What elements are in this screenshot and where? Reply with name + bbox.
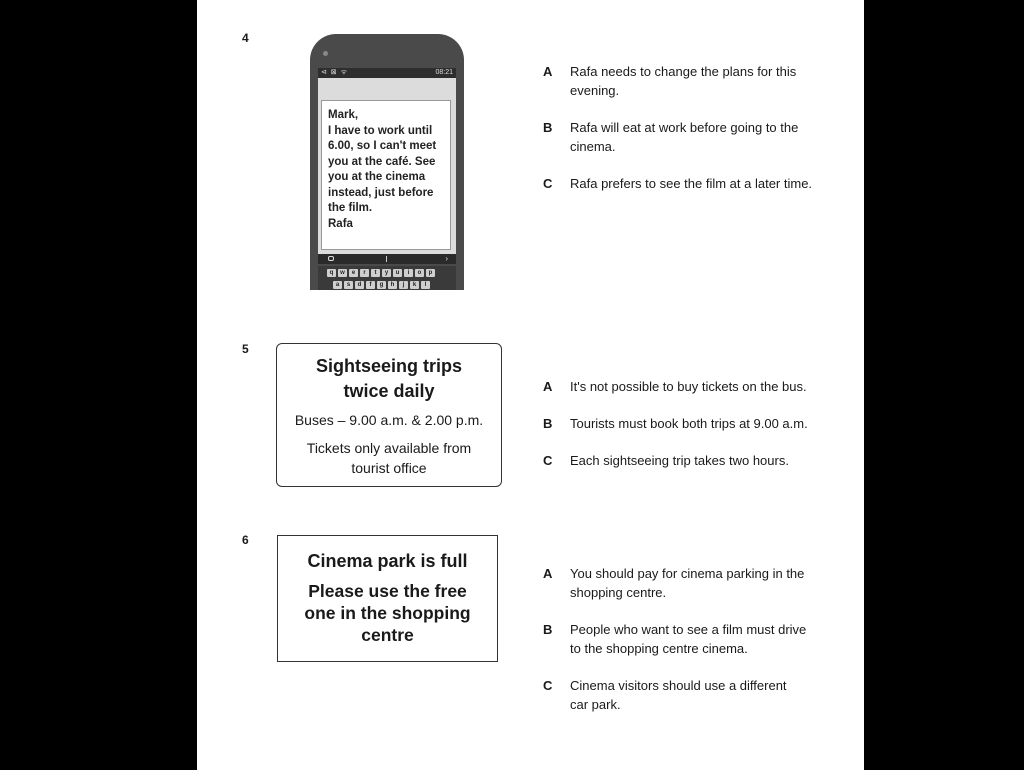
sign-line: one in the shopping	[304, 603, 471, 623]
option-c	[543, 676, 803, 714]
option-c	[543, 451, 843, 470]
phone-screen	[318, 78, 456, 254]
chevron-right-icon: ›	[445, 254, 448, 263]
key: f	[366, 281, 375, 289]
key: j	[399, 281, 408, 289]
message-line: I have to work until	[328, 124, 433, 137]
option-a	[543, 62, 818, 100]
option-letter: C	[543, 453, 553, 468]
option-text: You should pay for cinema parking in the shopping centre.	[570, 566, 805, 600]
message-line: Rafa	[328, 217, 353, 230]
keyboard-row	[327, 269, 435, 277]
option-letter: A	[543, 379, 553, 394]
sign-line: tourist office	[351, 460, 427, 476]
option-letter: B	[543, 622, 553, 637]
keyboard-row	[333, 281, 430, 289]
status-time: 08:21	[435, 69, 453, 76]
exam-page	[197, 0, 864, 770]
message-line: 6.00, so I can't meet	[328, 140, 437, 152]
option-text: Cinema visitors should use a different car park.	[570, 678, 787, 712]
question-number: 6	[242, 533, 249, 547]
message-line: Mark,	[328, 109, 359, 121]
key: o	[415, 269, 424, 277]
option-text: Each sightseeing trip takes two hours.	[570, 453, 789, 468]
option-letter: B	[543, 416, 553, 431]
option-text: Tourists must book both trips at 9.00 a.m.	[570, 416, 808, 431]
sign-line: Buses – 9.00 a.m. & 2.00 p.m.	[294, 412, 484, 428]
option-b	[543, 118, 818, 156]
option-b	[543, 414, 843, 433]
key: l	[421, 281, 430, 289]
key: r	[360, 269, 369, 277]
phone-toolbar	[318, 254, 456, 264]
phone-camera-icon	[323, 51, 328, 56]
key: e	[349, 269, 358, 277]
key: g	[377, 281, 386, 289]
option-text: Rafa will eat at work before going to the cinema.	[570, 120, 799, 154]
phone-status-bar	[318, 68, 456, 78]
key: u	[393, 269, 402, 277]
sign-title: Sightseeing trips	[315, 356, 463, 376]
option-b	[543, 620, 818, 658]
key: d	[355, 281, 364, 289]
key: a	[333, 281, 342, 289]
camera-icon	[328, 256, 334, 261]
text-message	[321, 100, 451, 250]
phone-illustration	[310, 34, 464, 290]
option-text: It's not possible to buy tickets on the bus.	[570, 379, 807, 394]
option-letter: A	[543, 566, 553, 581]
message-line: the film.	[328, 202, 373, 214]
option-letter: C	[543, 678, 553, 693]
key: t	[371, 269, 380, 277]
option-letter: C	[543, 176, 553, 191]
option-letter: A	[543, 64, 553, 79]
option-text: Rafa prefers to see the film at a later time.	[570, 176, 813, 191]
key: s	[344, 281, 353, 289]
message-line: you at the café. See	[328, 155, 436, 168]
question-number: 5	[242, 342, 249, 356]
key: i	[404, 269, 413, 277]
sign-heading: Cinema park is full	[307, 551, 468, 571]
option-a	[543, 564, 818, 602]
toolbar-divider	[386, 256, 387, 262]
key: p	[426, 269, 435, 277]
option-text: Rafa needs to change the plans for this evening.	[570, 64, 797, 98]
question-number: 4	[242, 31, 249, 45]
option-letter: B	[543, 120, 553, 135]
key: y	[382, 269, 391, 277]
option-c	[543, 174, 843, 193]
key: q	[327, 269, 336, 277]
key: k	[410, 281, 419, 289]
cinema-park-sign	[277, 535, 498, 662]
sign-line: centre	[361, 625, 414, 645]
sign-line: Please use the free	[308, 581, 467, 601]
sign-line: Tickets only available from	[306, 440, 472, 456]
sign-title: twice daily	[343, 381, 435, 401]
key: h	[388, 281, 397, 289]
option-text: People who want to see a film must drive to the shopping centre cinema.	[570, 622, 807, 656]
message-line: you at the cinema	[328, 171, 426, 183]
phone-keyboard	[318, 266, 456, 290]
key: w	[338, 269, 347, 277]
message-line: instead, just before	[328, 186, 434, 199]
option-a	[543, 377, 843, 396]
status-icons: ⊲ ⊠ ᯤ	[321, 69, 349, 76]
sightseeing-sign	[276, 343, 502, 487]
